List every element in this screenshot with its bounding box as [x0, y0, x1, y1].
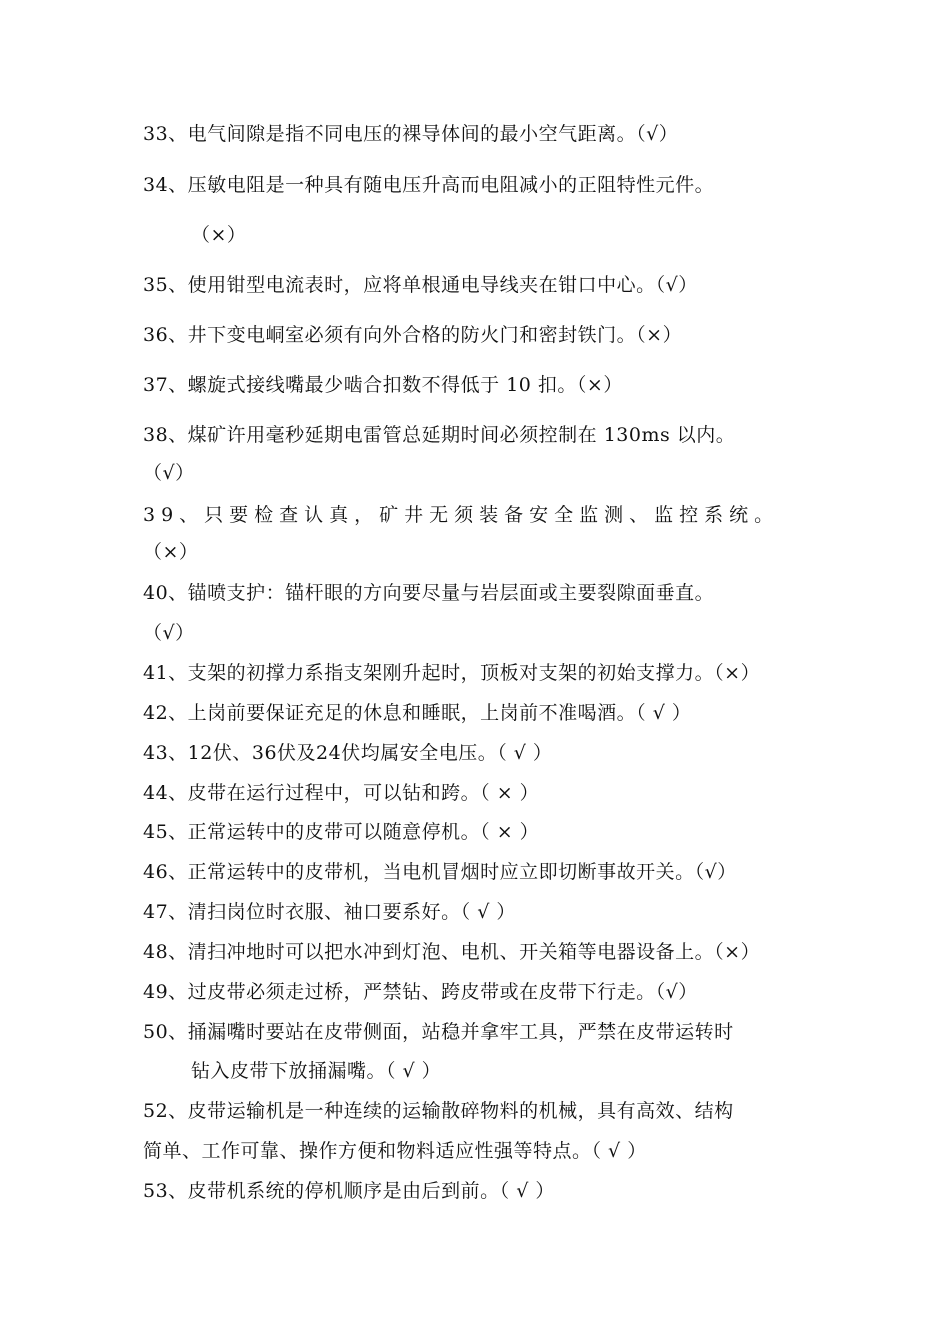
item-43: 43、12伏、36伏及24伏均属安全电压。（ √ ） — [143, 742, 553, 764]
item-40: 40、锚喷支护：锚杆眼的方向要尽量与岩层面或主要裂隙面垂直。 — [143, 582, 715, 604]
item-45: 45、正常运转中的皮带可以随意停机。（ × ） — [143, 821, 540, 843]
item-34: 34、压敏电阻是一种具有随电压升高而电阻减小的正阻特性元件。 — [143, 174, 715, 196]
item-34-answer: （×） — [191, 224, 247, 246]
item-53: 53、皮带机系统的停机顺序是由后到前。（ √ ） — [143, 1180, 555, 1202]
item-38-answer: （√） — [143, 462, 195, 484]
item-52-cont: 简单、工作可靠、操作方便和物料适应性强等特点。（ √ ） — [143, 1140, 647, 1162]
item-46: 46、正常运转中的皮带机，当电机冒烟时应立即切断事故开关。（√） — [143, 861, 737, 883]
item-48: 48、清扫冲地时可以把水冲到灯泡、电机、开关箱等电器设备上。（×） — [143, 941, 761, 963]
item-33: 33、电气间隙是指不同电压的裸导体间的最小空气距离。（√） — [143, 123, 679, 145]
item-52: 52、皮带运输机是一种连续的运输散碎物料的机械，具有高效、结构 — [143, 1100, 734, 1122]
item-41: 41、支架的初撑力系指支架刚升起时，顶板对支架的初始支撑力。（×） — [143, 662, 761, 684]
item-44: 44、皮带在运行过程中，可以钻和跨。（ × ） — [143, 782, 540, 804]
item-50-cont: 钻入皮带下放捅漏嘴。（ √ ） — [191, 1060, 442, 1082]
item-37: 37、螺旋式接线嘴最少啮合扣数不得低于 10 扣。（×） — [143, 374, 623, 396]
item-39-answer: （×） — [143, 541, 199, 563]
item-50: 50、捅漏嘴时要站在皮带侧面，站稳并拿牢工具，严禁在皮带运转时 — [143, 1021, 734, 1043]
item-42: 42、上岗前要保证充足的休息和睡眠，上岗前不准喝酒。（ √ ） — [143, 702, 692, 724]
item-39: 39、只要检查认真，矿井无须装备安全监测、监控系统。 — [143, 504, 780, 526]
item-49: 49、过皮带必须走过桥，严禁钻、跨皮带或在皮带下行走。（√） — [143, 981, 698, 1003]
item-36: 36、井下变电峒室必须有向外合格的防火门和密封铁门。（×） — [143, 324, 683, 346]
item-35: 35、使用钳型电流表时，应将单根通电导线夹在钳口中心。（√） — [143, 274, 698, 296]
item-40-answer: （√） — [143, 622, 195, 644]
item-38: 38、煤矿许用毫秒延期电雷管总延期时间必须控制在 130ms 以内。 — [143, 424, 736, 446]
item-47: 47、清扫岗位时衣服、袖口要系好。（ √ ） — [143, 901, 516, 923]
